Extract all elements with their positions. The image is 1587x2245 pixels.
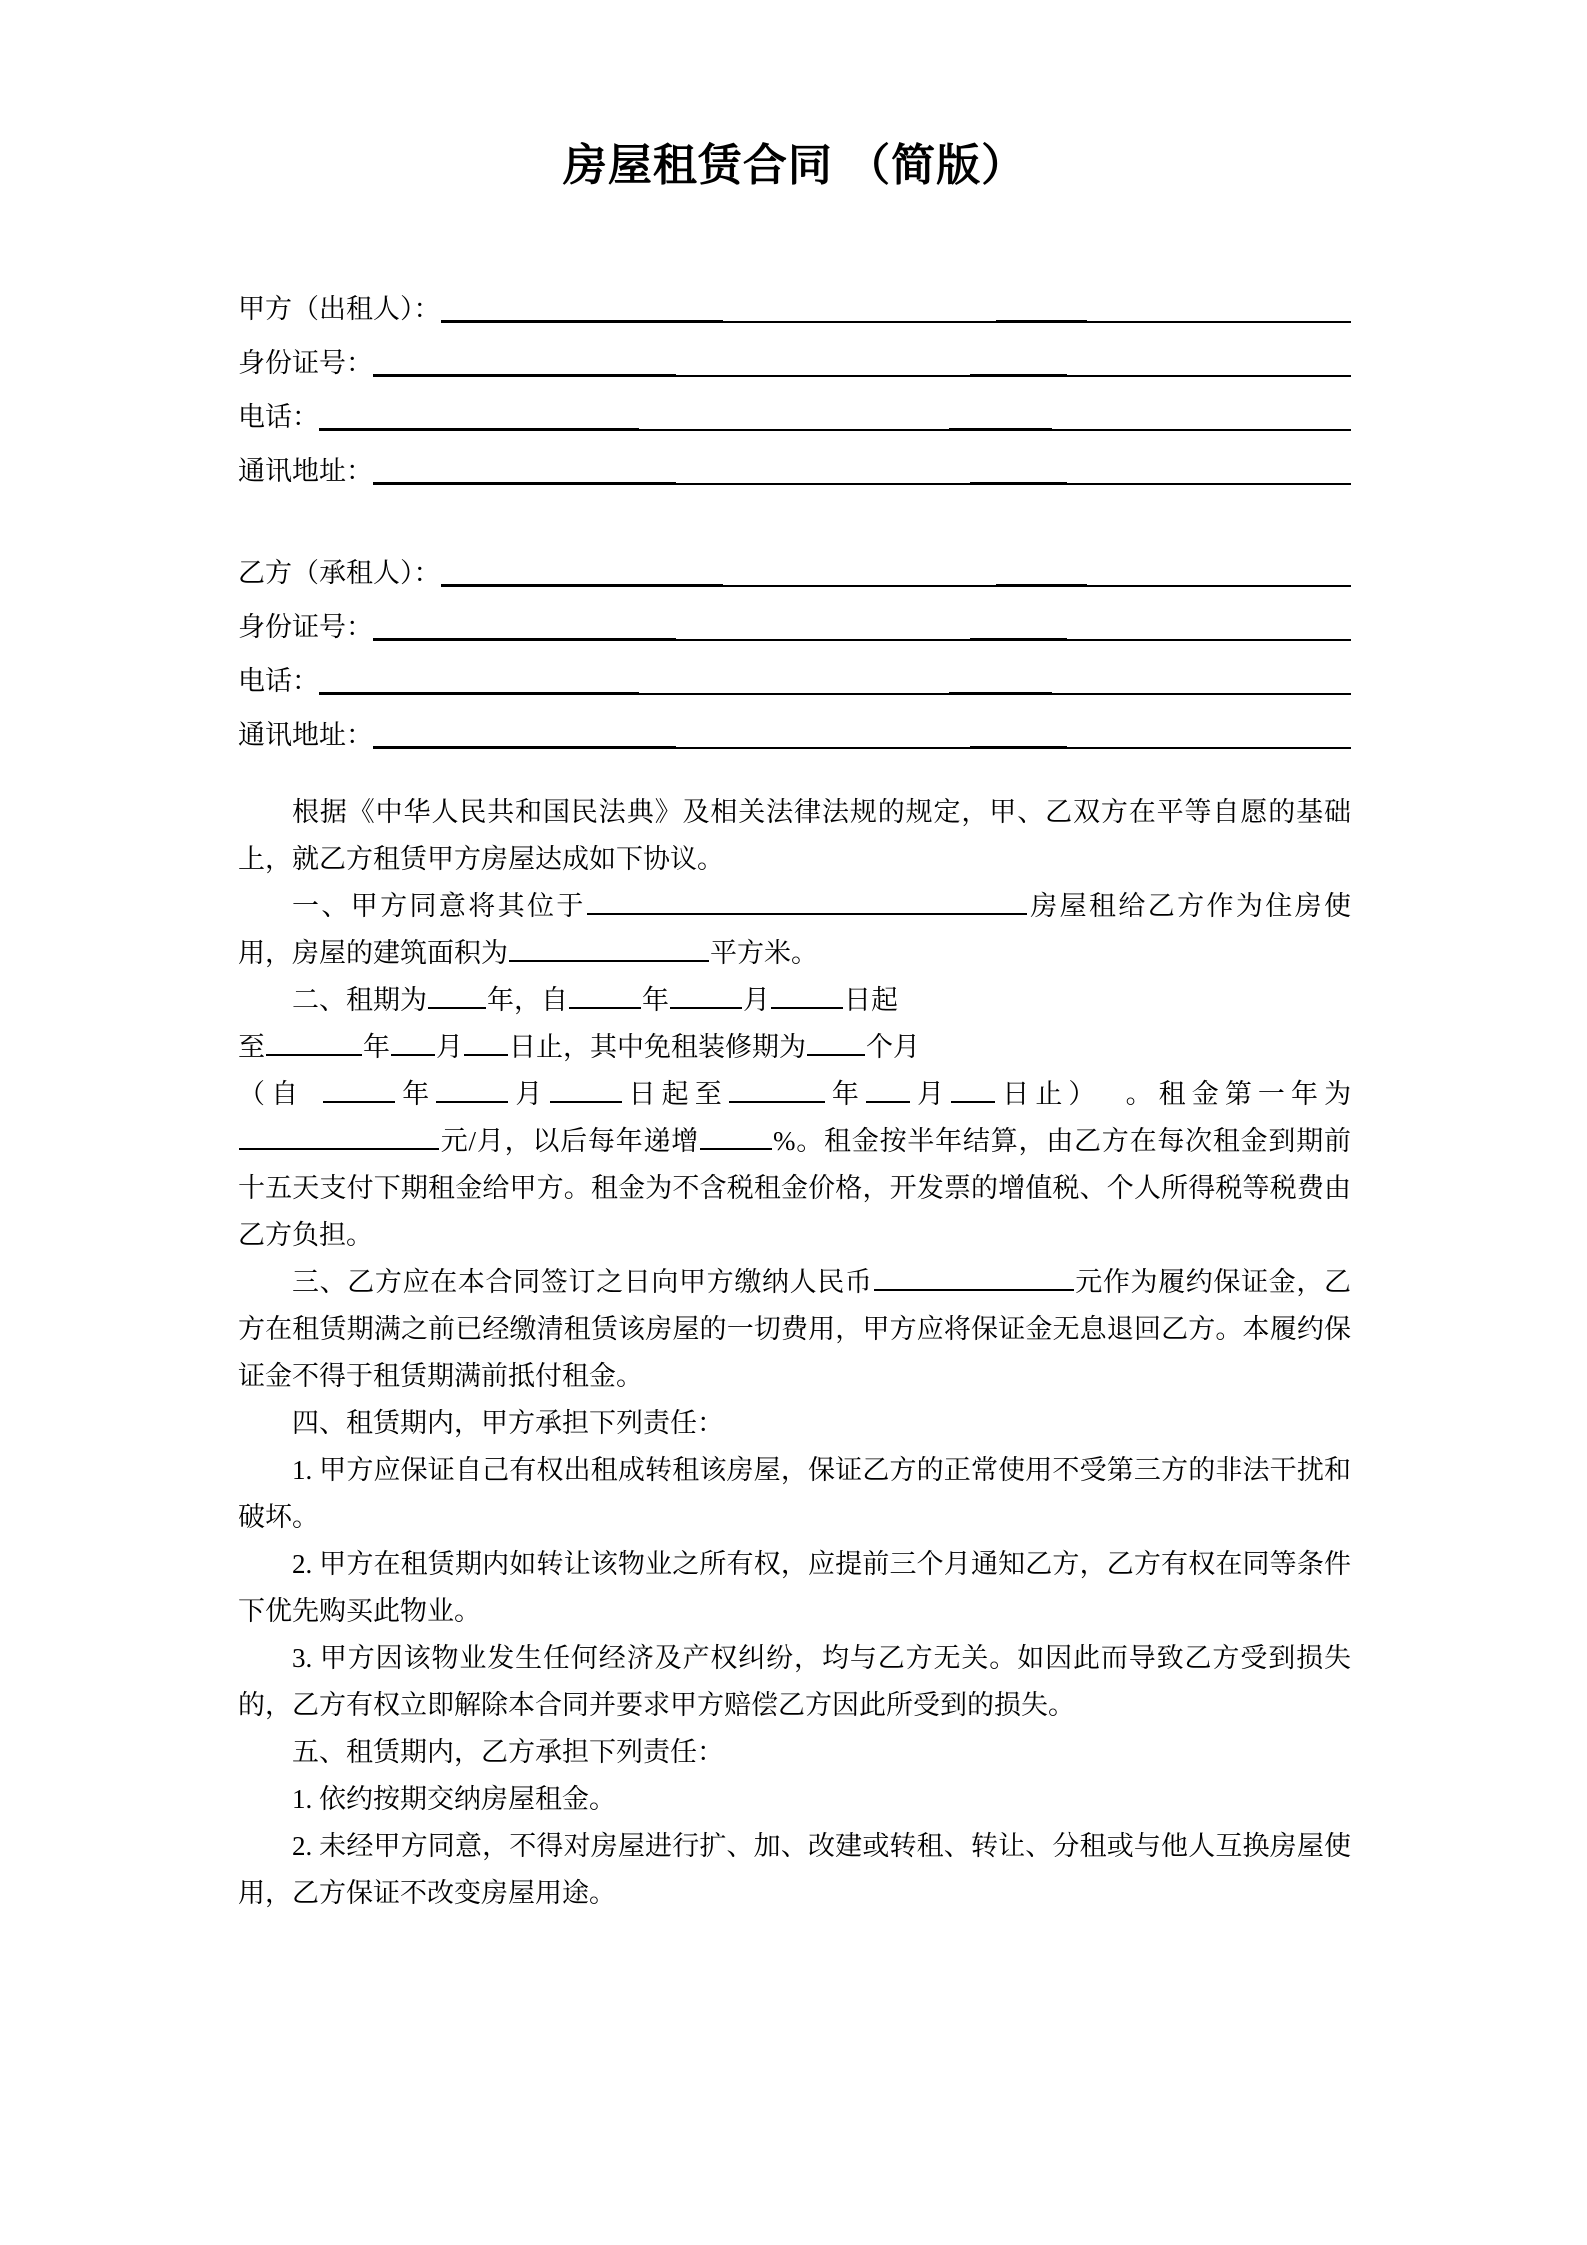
clause-two-s5: 日起	[844, 984, 898, 1015]
clause-one-mid: 房屋租给乙方作为住房使用，房屋的建筑面积为	[238, 890, 1352, 968]
first-year-rent-blank[interactable]	[239, 1119, 439, 1149]
free-start-year-blank[interactable]	[323, 1072, 395, 1102]
end-day-blank[interactable]	[464, 1025, 508, 1055]
rule-segment	[723, 585, 996, 587]
clause-two-s16: 月	[911, 1078, 951, 1109]
page-title: 房屋租赁合同 （简版）	[562, 141, 1027, 190]
deposit-amount-blank[interactable]	[874, 1260, 1074, 1290]
end-month-blank[interactable]	[391, 1025, 435, 1055]
start-month-blank[interactable]	[670, 978, 742, 1008]
tenant-phone-label: 电话：	[238, 665, 319, 696]
rule-segment	[373, 638, 676, 641]
rule-segment	[373, 746, 676, 749]
start-year-blank[interactable]	[569, 978, 641, 1008]
party-b-block	[238, 539, 1351, 755]
rule-segment	[319, 428, 639, 431]
clause-five-item-1: 1. 依约按期交纳房屋租金。	[292, 1783, 616, 1814]
landlord-id-label: 身份证号：	[238, 347, 373, 378]
clause-three-paragraph	[238, 1259, 1351, 1400]
tenant-id-input[interactable]	[373, 593, 1351, 647]
clause-two-s4: 月	[743, 984, 770, 1015]
free-decoration-months-blank[interactable]	[807, 1025, 865, 1055]
rule-segment	[949, 692, 1052, 695]
clause-two-s14: 日起至	[622, 1078, 728, 1109]
clause-four-item-1: 1. 甲方应保证自己有权出租成转租该房屋，保证乙方的正常使用不受第三方的非法干扰和破坏。	[238, 1454, 1351, 1532]
rule-segment	[970, 374, 1068, 377]
field-row-landlord-address[interactable]	[238, 437, 1351, 491]
free-end-day-blank[interactable]	[951, 1072, 995, 1102]
clause-two-s19: 元/月，以后每年递增	[440, 1125, 700, 1156]
lease-years-blank[interactable]	[428, 978, 486, 1008]
field-row-landlord-phone[interactable]	[238, 383, 1351, 437]
tenant-name-input[interactable]	[441, 539, 1352, 593]
clause-four-heading: 四、租赁期内，甲方承担下列责任：	[292, 1407, 724, 1438]
rule-segment	[1052, 429, 1351, 431]
rule-segment	[1067, 639, 1351, 641]
rule-segment	[676, 483, 969, 485]
clause-five-heading: 五、租赁期内，乙方承担下列责任：	[292, 1736, 724, 1767]
tenant-id-label: 身份证号：	[238, 611, 373, 642]
clause-two-s8: 月	[436, 1031, 463, 1062]
landlord-address-label: 通讯地址：	[238, 455, 373, 486]
landlord-phone-input[interactable]	[319, 383, 1351, 437]
clause-two-s3: 年	[642, 984, 669, 1015]
rule-segment	[373, 374, 676, 377]
clause-two-s17: 日止）	[996, 1078, 1102, 1109]
rule-segment	[373, 482, 676, 485]
rule-segment	[970, 482, 1068, 485]
clause-two-paragraph-c	[238, 1071, 1351, 1259]
rule-segment	[441, 320, 723, 323]
tenant-address-label: 通讯地址：	[238, 719, 373, 750]
field-row-landlord-name[interactable]	[238, 275, 1351, 329]
clause-two-s9: 日止，其中免租装修期为	[509, 1031, 806, 1062]
rule-segment	[676, 639, 969, 641]
tenant-phone-input[interactable]	[319, 647, 1351, 701]
free-end-year-blank[interactable]	[729, 1072, 825, 1102]
clause-five-item-2: 2. 未经甲方同意，不得对房屋进行扩、加、改建或转租、转让、分租或与他人互换房屋使用，乙方保证不改变房屋用途。	[238, 1830, 1351, 1908]
free-start-month-blank[interactable]	[436, 1072, 508, 1102]
clause-one-tail: 平方米。	[710, 937, 818, 968]
field-row-tenant-phone[interactable]	[238, 647, 1351, 701]
field-row-tenant-address[interactable]	[238, 701, 1351, 755]
clause-four-item-2: 2. 甲方在租赁期内如转让该物业之所有权，应提前三个月通知乙方，乙方有权在同等条件下优先购买此物业。	[238, 1548, 1351, 1626]
clause-two-s6: 至	[238, 1031, 265, 1062]
rule-segment	[319, 692, 639, 695]
clause-three-tail: 元作为履约保证金，乙方在租赁期满之前已经缴清租赁该房屋的一切费用，甲方应将保证金无息退回乙方。本履约保证金不得于租赁期满前抵付租金。	[238, 1266, 1352, 1391]
clause-two-paragraph	[238, 977, 1351, 1024]
rule-segment	[1067, 747, 1351, 749]
end-year-blank[interactable]	[266, 1025, 362, 1055]
property-location-blank[interactable]	[587, 884, 1027, 914]
clause-two-s13: 月	[509, 1078, 549, 1109]
clause-two-s7: 年	[363, 1031, 390, 1062]
field-row-tenant-name[interactable]	[238, 539, 1351, 593]
clause-two-s2: 年，自	[487, 984, 568, 1015]
field-row-tenant-id[interactable]	[238, 593, 1351, 647]
tenant-address-input[interactable]	[373, 701, 1351, 755]
rule-segment	[441, 584, 723, 587]
contract-body	[238, 789, 1351, 1917]
clause-two-s10: 个月	[866, 1031, 920, 1062]
clause-three-lead: 三、乙方应在本合同签订之日向甲方缴纳人民币	[292, 1266, 873, 1297]
landlord-id-input[interactable]	[373, 329, 1351, 383]
start-day-blank[interactable]	[771, 978, 843, 1008]
clause-four-item-3: 3. 甲方因该物业发生任何经济及产权纠纷，均与乙方无关。如因此而导致乙方受到损失的，乙方有权立即解除本合同并要求甲方赔偿乙方因此所受到的损失。	[238, 1642, 1351, 1720]
free-start-day-blank[interactable]	[550, 1072, 622, 1102]
rule-segment	[639, 429, 949, 431]
landlord-address-input[interactable]	[373, 437, 1351, 491]
rule-segment	[949, 428, 1052, 431]
landlord-name-input[interactable]	[441, 275, 1352, 329]
clause-two-s18: 。租金第一年为	[1119, 1078, 1352, 1109]
rule-segment	[1052, 693, 1351, 695]
free-end-month-blank[interactable]	[866, 1072, 910, 1102]
tenant-name-label: 乙方（承租人）：	[238, 557, 441, 588]
building-area-blank[interactable]	[509, 931, 709, 961]
landlord-phone-label: 电话：	[238, 401, 319, 432]
clause-two-s20: %。租金按半年结算，由乙方在每次租金到期前十五天支付下期租金给甲方。租金为不含税租金价格，开发票的增值税、个人所得税等税费由乙方负担。	[238, 1125, 1351, 1250]
rule-segment	[723, 321, 996, 323]
clause-two-s11: （自	[238, 1078, 305, 1109]
clause-two-s15: 年	[825, 1078, 866, 1109]
clause-two-s1: 二、租期为	[292, 984, 427, 1015]
party-a-block	[238, 275, 1351, 491]
rule-segment	[676, 747, 969, 749]
rule-segment	[970, 638, 1068, 641]
clause-two-paragraph-b	[238, 1024, 1351, 1071]
page-content	[238, 0, 1351, 1917]
rule-segment	[970, 746, 1068, 749]
clause-one-paragraph	[238, 883, 1351, 977]
rule-segment	[1087, 585, 1351, 587]
rule-segment	[639, 693, 949, 695]
preamble-paragraph: 根据《中华人民共和国民法典》及相关法律法规的规定，甲、乙双方在平等自愿的基础上，就乙方租赁甲方房屋达成如下协议。	[238, 796, 1351, 874]
rule-segment	[996, 320, 1087, 323]
rule-segment	[676, 375, 969, 377]
clause-two-s12: 年	[396, 1078, 436, 1109]
rule-segment	[1087, 321, 1351, 323]
annual-increase-percent-blank[interactable]	[700, 1119, 772, 1149]
clause-one-lead: 一、甲方同意将其位于	[292, 890, 586, 921]
field-row-landlord-id[interactable]	[238, 329, 1351, 383]
rule-segment	[1067, 483, 1351, 485]
landlord-name-label: 甲方（出租人）：	[238, 293, 441, 324]
rule-segment	[1067, 375, 1351, 377]
rule-segment	[996, 584, 1087, 587]
